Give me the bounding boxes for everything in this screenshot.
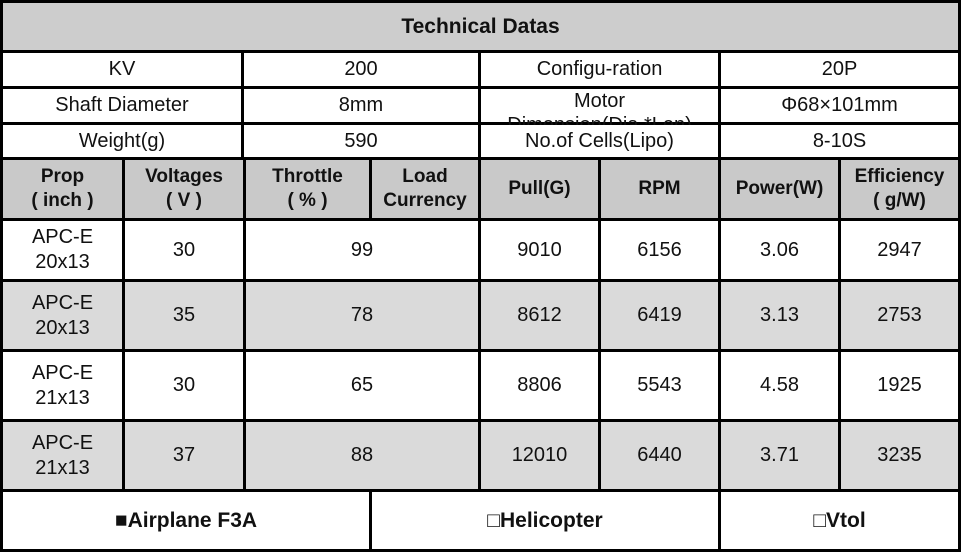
spec-shaft-value: 8mm	[244, 89, 478, 122]
table-cell-voltage: 37	[125, 422, 243, 489]
column-header-power: Power(W)	[721, 160, 838, 218]
table-cell-efficiency: 2947	[841, 221, 958, 279]
table-title: Technical Datas	[3, 3, 958, 50]
table-cell-rpm: 6440	[601, 422, 718, 489]
table-cell-voltage: 35	[125, 282, 243, 349]
spec-motor-dimension-label: Motor	[481, 89, 718, 122]
table-cell-throttle: 88	[246, 422, 478, 489]
table-cell-efficiency: 3235	[841, 422, 958, 489]
column-header-pull: Pull(G)	[481, 160, 598, 218]
table-cell-power: 3.71	[721, 422, 838, 489]
table-cell-efficiency: 1925	[841, 352, 958, 419]
application-vtol: □Vtol	[721, 492, 958, 549]
column-header-voltages: Voltages ( V )	[125, 160, 243, 218]
table-cell-prop: APC-E 21x13	[3, 422, 122, 489]
table-cell-pull: 8806	[481, 352, 598, 419]
column-header-load-current: Load Currency	[372, 160, 478, 218]
spec-cells-value: 8-10S	[721, 125, 958, 157]
table-cell-throttle: 65	[246, 352, 478, 419]
spec-config-label: Configu-ration	[481, 53, 718, 86]
table-cell-throttle: 78	[246, 282, 478, 349]
table-cell-prop: APC-E 20x13	[3, 221, 122, 279]
table-cell-pull: 12010	[481, 422, 598, 489]
table-cell-prop: APC-E 20x13	[3, 282, 122, 349]
table-cell-power: 4.58	[721, 352, 838, 419]
spec-kv-value: 200	[244, 53, 478, 86]
spec-shaft-label: Shaft Diameter	[3, 89, 241, 122]
column-header-efficiency: Efficiency ( g/W)	[841, 160, 958, 218]
application-helicopter: □Helicopter	[372, 492, 718, 549]
table-cell-rpm: 5543	[601, 352, 718, 419]
column-header-throttle: Throttle ( % )	[246, 160, 369, 218]
table-cell-voltage: 30	[125, 221, 243, 279]
column-header-prop: Prop ( inch )	[3, 160, 122, 218]
table-cell-power: 3.06	[721, 221, 838, 279]
spec-cells-label: No.of Cells(Lipo)	[481, 125, 718, 157]
table-cell-power: 3.13	[721, 282, 838, 349]
table-cell-rpm: 6419	[601, 282, 718, 349]
table-cell-pull: 8612	[481, 282, 598, 349]
table-cell-efficiency: 2753	[841, 282, 958, 349]
spec-kv-label: KV	[3, 53, 241, 86]
table-cell-voltage: 30	[125, 352, 243, 419]
table-cell-throttle: 99	[246, 221, 478, 279]
table-cell-rpm: 6156	[601, 221, 718, 279]
spec-weight-label: Weight(g)	[3, 125, 241, 157]
application-airplane-f3a: ■Airplane F3A	[3, 492, 369, 549]
column-header-rpm: RPM	[601, 160, 718, 218]
spec-motor-dimension-value: Φ68×101mm	[721, 89, 958, 122]
spec-weight-value: 590	[244, 125, 478, 157]
spec-config-value: 20P	[721, 53, 958, 86]
table-cell-pull: 9010	[481, 221, 598, 279]
table-cell-prop: APC-E 21x13	[3, 352, 122, 419]
